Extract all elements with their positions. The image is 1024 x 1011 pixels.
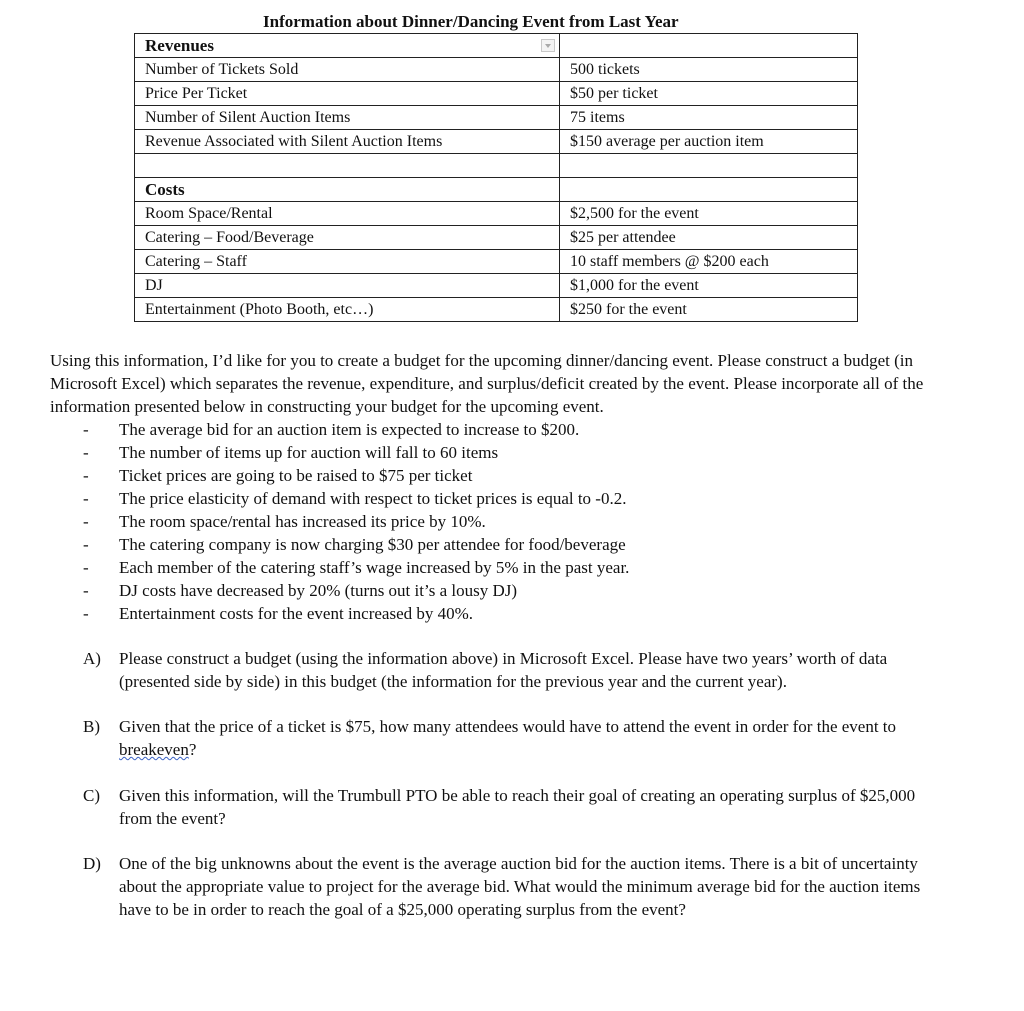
table-row [135, 34, 858, 58]
question-b [83, 715, 943, 761]
list-item [80, 533, 629, 556]
list-item-text: Ticket prices are going to be raised to $75 per ticket [119, 466, 473, 485]
table-row [135, 82, 858, 106]
bullet-dash: - [83, 420, 89, 439]
list-item [80, 441, 629, 464]
table-cell-value: $25 per attendee [560, 226, 858, 250]
table-cell-value: $150 average per auction item [560, 130, 858, 154]
table-cell-value: 500 tickets [560, 58, 858, 82]
table-cell-value [560, 34, 858, 58]
list-item-text: The average bid for an auction item is expected to increase to $200. [119, 420, 580, 439]
list-item-text: The price elasticity of demand with respect to ticket prices is equal to -0.2. [119, 489, 627, 508]
question-c [83, 784, 943, 830]
table-cell-label: Revenue Associated with Silent Auction Items [135, 130, 560, 154]
list-item-text: DJ costs have decreased by 20% (turns out it’s a lousy DJ) [119, 581, 518, 600]
table-cell-value: $250 for the event [560, 298, 858, 322]
question-label: B) [83, 717, 100, 736]
table-row [135, 130, 858, 154]
table-cell-value: $50 per ticket [560, 82, 858, 106]
table-cell-value: 75 items [560, 106, 858, 130]
assumption-list [80, 418, 629, 625]
table-cell-label: Room Space/Rental [135, 202, 560, 226]
table-cell-label: Catering – Staff [135, 250, 560, 274]
table-row [135, 202, 858, 226]
dropdown-arrow-icon[interactable] [541, 39, 555, 52]
question-label: D) [83, 854, 101, 873]
list-item-text: The room space/rental has increased its price by 10%. [119, 512, 486, 531]
list-item [80, 418, 629, 441]
table-cell-label: Catering – Food/Beverage [135, 226, 560, 250]
bullet-dash: - [83, 604, 89, 623]
table-row [135, 274, 858, 298]
list-item [80, 464, 629, 487]
list-item [80, 510, 629, 533]
table-cell-value: 10 staff members @ $200 each [560, 250, 858, 274]
question-text: One of the big unknowns about the event is the average auction bid for the auction items. There is a bit of uncertainty about the appropriate value to project for the average bid. What would the minimum average bid for the auction items have to be in order to reach the goal of a $25,000 operating surplus from the event? [119, 854, 921, 919]
list-item [80, 556, 629, 579]
last-year-info-table [134, 33, 858, 322]
list-item-text: Entertainment costs for the event increased by 40%. [119, 604, 474, 623]
list-item-text: Each member of the catering staff’s wage increased by 5% in the past year. [119, 558, 630, 577]
table-row [135, 58, 858, 82]
table-row [135, 250, 858, 274]
bullet-dash: - [83, 466, 89, 485]
table-cell-label: Entertainment (Photo Booth, etc…) [135, 298, 560, 322]
bullet-dash: - [83, 443, 89, 462]
bullet-dash: - [83, 535, 89, 554]
table-row [135, 178, 858, 202]
question-label: A) [83, 649, 101, 668]
question-label: C) [83, 786, 100, 805]
question-text: Given that the price of a ticket is $75, how many attendees would have to attend the event in order for the event to breakeven? [119, 717, 897, 759]
table-row [135, 154, 858, 178]
intro-paragraph: Using this information, I’d like for you to create a budget for the upcoming dinner/dancing event. Please construct a budget (in Microsoft Excel) which separates the revenue, expenditure, and surplus/deficit created by the event. Please incorporate all of the information presented below in constructing your budget for the upcoming event. [50, 351, 924, 416]
table-row [135, 298, 858, 322]
table-cell-label: Number of Tickets Sold [135, 58, 560, 82]
question-text: Given this information, will the Trumbull PTO be able to reach their goal of creating an operating surplus of $25,000 from the event? [119, 786, 916, 828]
table-row [135, 106, 858, 130]
table-cell-label [135, 154, 560, 178]
list-item [80, 487, 629, 510]
list-item [80, 579, 629, 602]
list-item [80, 602, 629, 625]
table-cell-label: Number of Silent Auction Items [135, 106, 560, 130]
bullet-dash: - [83, 489, 89, 508]
table-cell-value [560, 154, 858, 178]
spellcheck-marked-word[interactable]: breakeven [119, 740, 189, 759]
question-d [83, 852, 943, 921]
table-cell-label: DJ [135, 274, 560, 298]
question-a [83, 647, 943, 693]
table-cell-label: Revenues [135, 34, 560, 58]
list-item-text: The catering company is now charging $30 per attendee for food/beverage [119, 535, 626, 554]
question-text: Please construct a budget (using the information above) in Microsoft Excel. Please have two years’ worth of data (presented side by side) in this budget (the information for the previous year and the current year). [119, 649, 888, 691]
bullet-dash: - [83, 558, 89, 577]
document-title: Information about Dinner/Dancing Event from Last Year [263, 12, 679, 31]
table-cell-value: $1,000 for the event [560, 274, 858, 298]
table-row [135, 226, 858, 250]
table-cell-value: $2,500 for the event [560, 202, 858, 226]
bullet-dash: - [83, 512, 89, 531]
table-cell-value [560, 178, 858, 202]
bullet-dash: - [83, 581, 89, 600]
list-item-text: The number of items up for auction will fall to 60 items [119, 443, 499, 462]
table-cell-label: Costs [135, 178, 560, 202]
table-cell-label: Price Per Ticket [135, 82, 560, 106]
